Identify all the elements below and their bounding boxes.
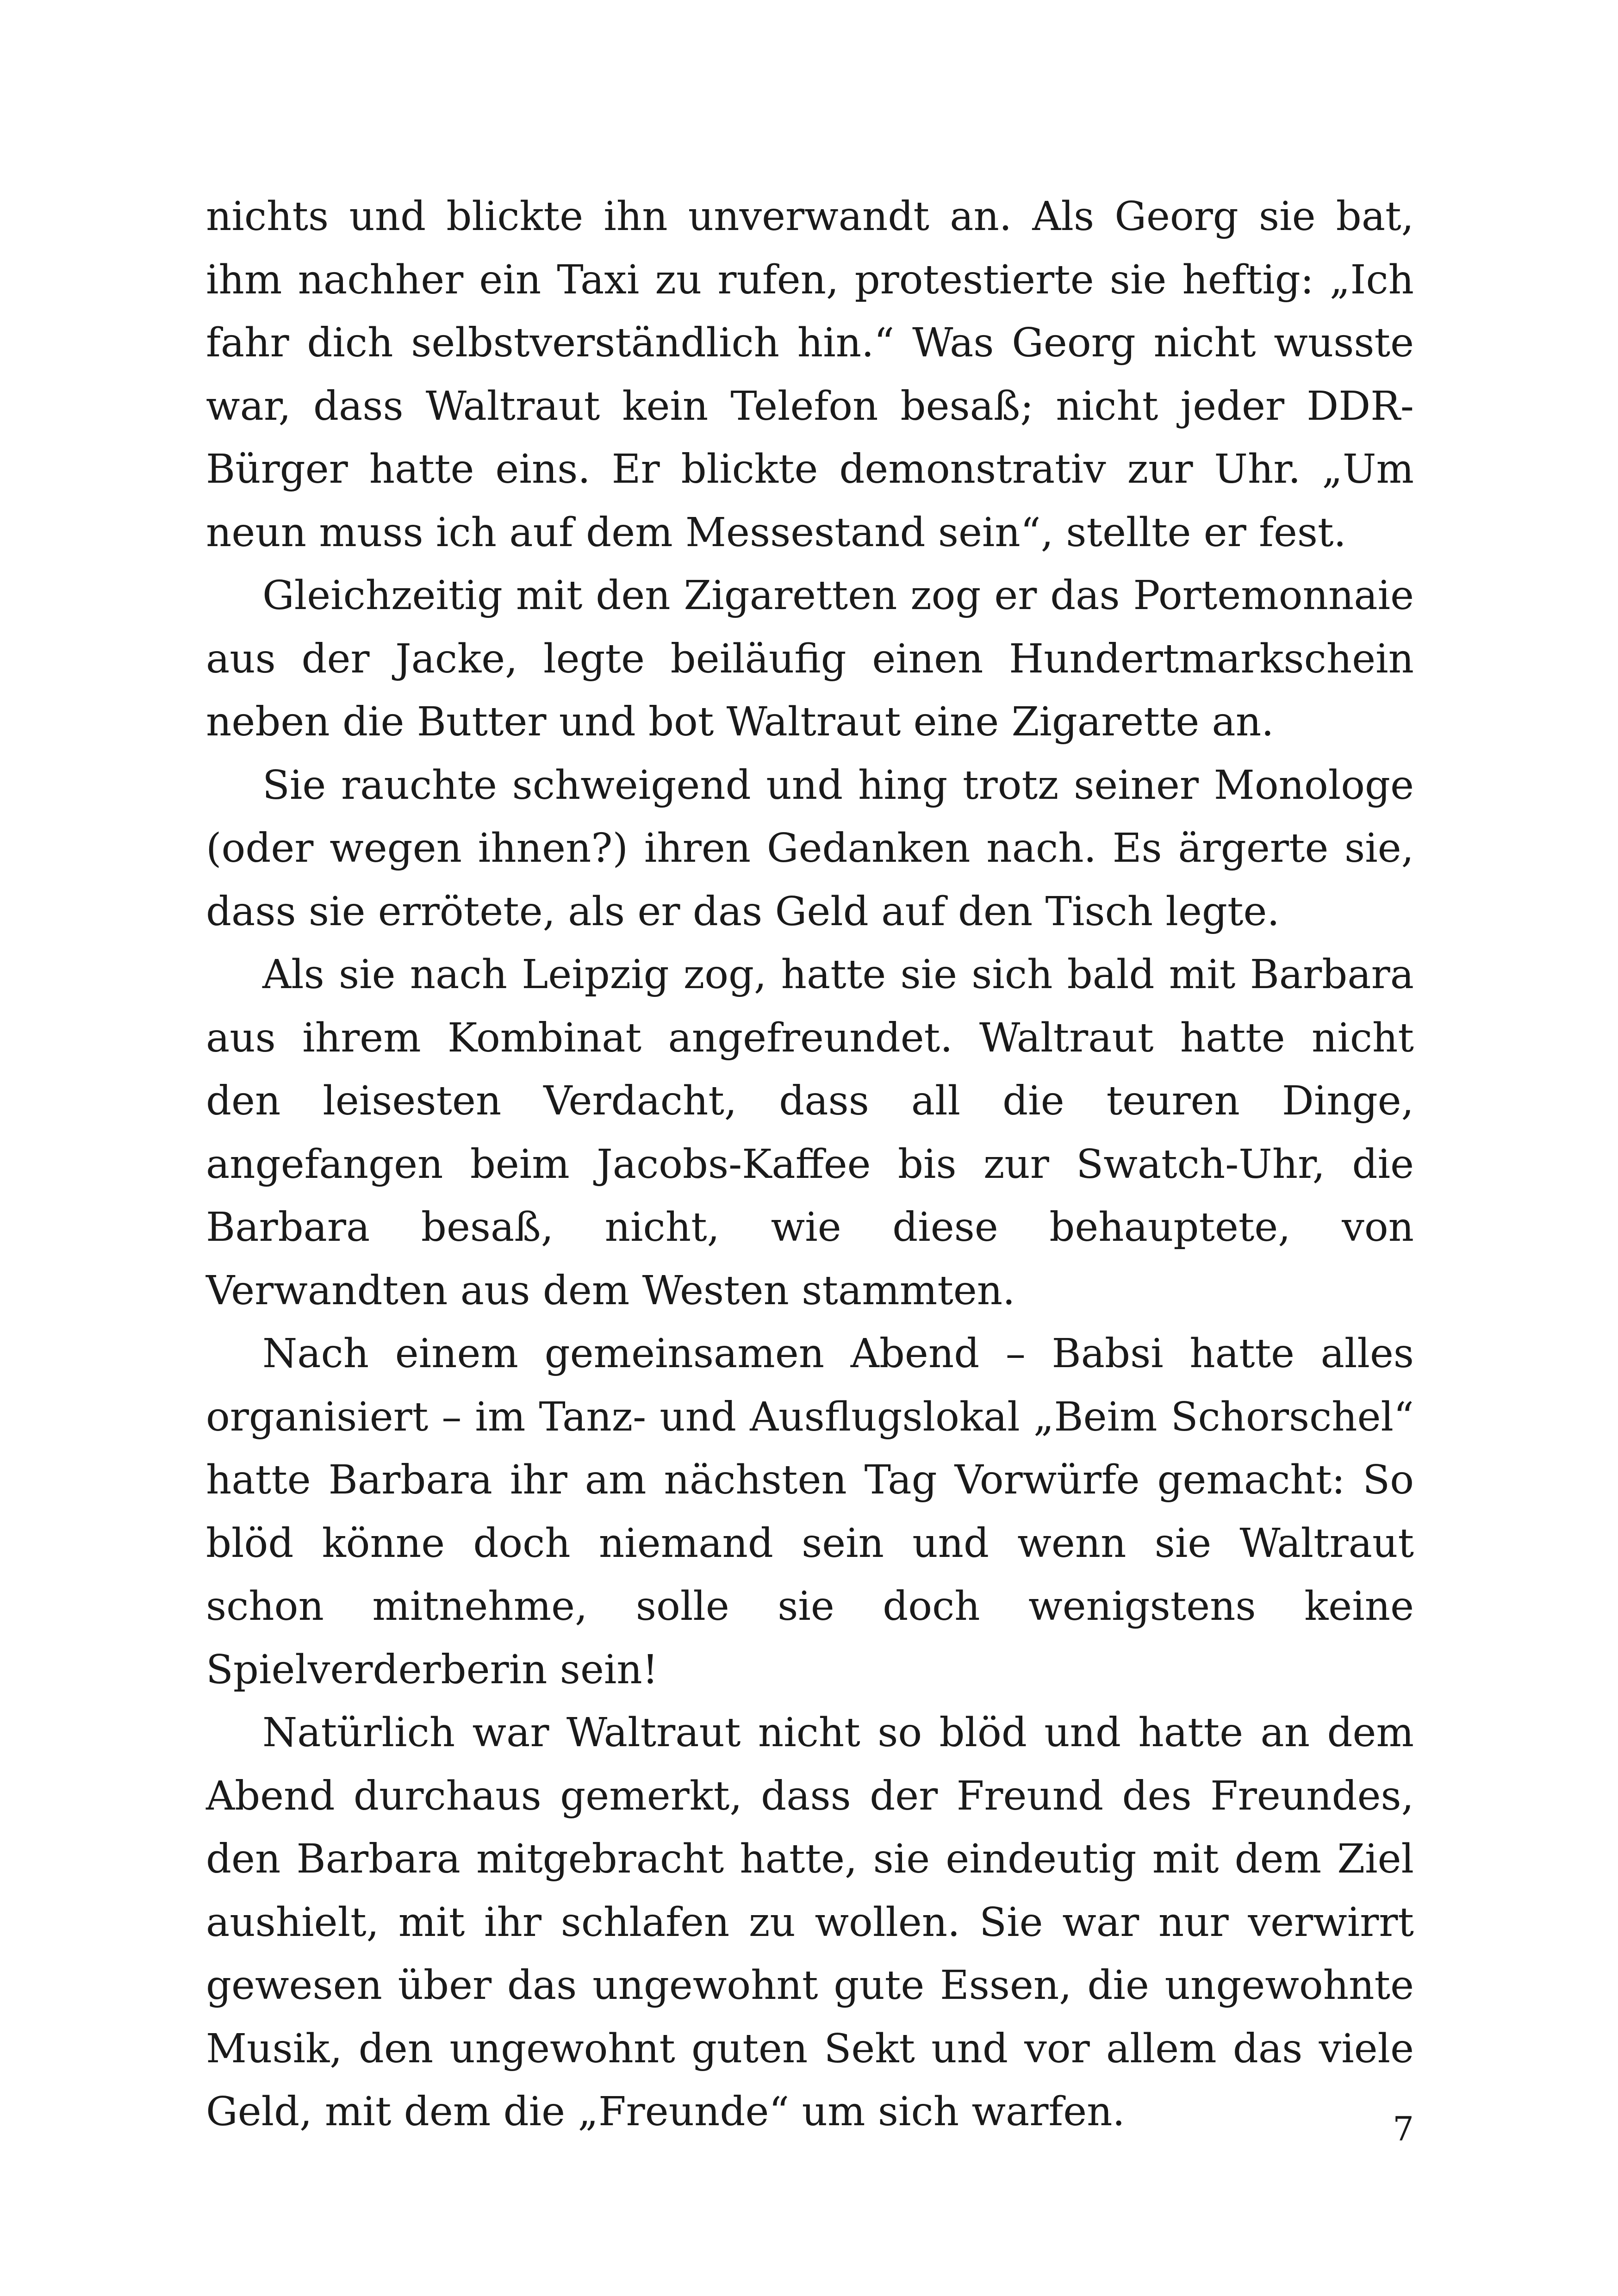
paragraph: Natürlich war Waltraut nicht so blöd und hatte an dem Abend durchaus gemerkt, dass der Freund des Freundes, den Barbara mitgebracht hatte, sie eindeutig mit dem Ziel aushielt, mit ihr schlafen zu wollen. Sie war nur verwirrt gewesen über das ungewohnt gute Essen, die ungewohnte Musik, den ungewohnt guten Sekt und vor allem das viele Geld, mit dem die „Freunde“ um sich warfen. bbox=[206, 1710, 1414, 2135]
paragraph: Als sie nach Leipzig zog, hatte sie sich bald mit Barbara aus ihrem Kombinat angefreundet. Waltraut hatte nicht den leisesten Verdacht, dass all die teuren Dinge, angefangen beim Jacobs-Kaffee bis zur Swatch-Uhr, die Barbara besaß, nicht, wie diese behauptete, von Verwandten aus dem Westen stammten. bbox=[206, 952, 1414, 1314]
paragraph: Sie rauchte schweigend und hing trotz seiner Monologe (oder wegen ihnen?) ihren Gedanken nach. Es ärgerte sie, dass sie errötete, als er das Geld auf den Tisch legte. bbox=[206, 762, 1414, 935]
paragraph: Nach einem gemeinsamen Abend – Babsi hatte alles organisiert – im Tanz- und Ausflugslokal „Beim Schorschel“ hatte Barbara ihr am nächsten Tag Vorwürfe gemacht: So blöd könne doch niemand sein und wenn sie Waltraut schon mitnehme, solle sie doch wenigstens keine Spielverderberin sein! bbox=[206, 1331, 1414, 1693]
paragraph: Gleichzeitig mit den Zigaretten zog er das Portemonnaie aus der Jacke, legte beiläufig einen Hundertmarkschein neben die Butter und bot Waltraut eine Zigarette an. bbox=[206, 572, 1414, 745]
body-text bbox=[206, 185, 1414, 2144]
page-number: 7 bbox=[1393, 2109, 1414, 2148]
paragraph: nichts und blickte ihn unverwandt an. Als Georg sie bat, ihm nachher ein Taxi zu rufen, protestierte sie heftig: „Ich fahr dich selbstverständlich hin.“ Was Georg nicht wusste war, dass Waltraut kein Telefon besaß; nicht jeder DDR-Bürger hatte eins. Er blickte demonstrativ zur Uhr. „Um neun muss ich auf dem Messestand sein“, stellte er fest. bbox=[206, 193, 1414, 556]
